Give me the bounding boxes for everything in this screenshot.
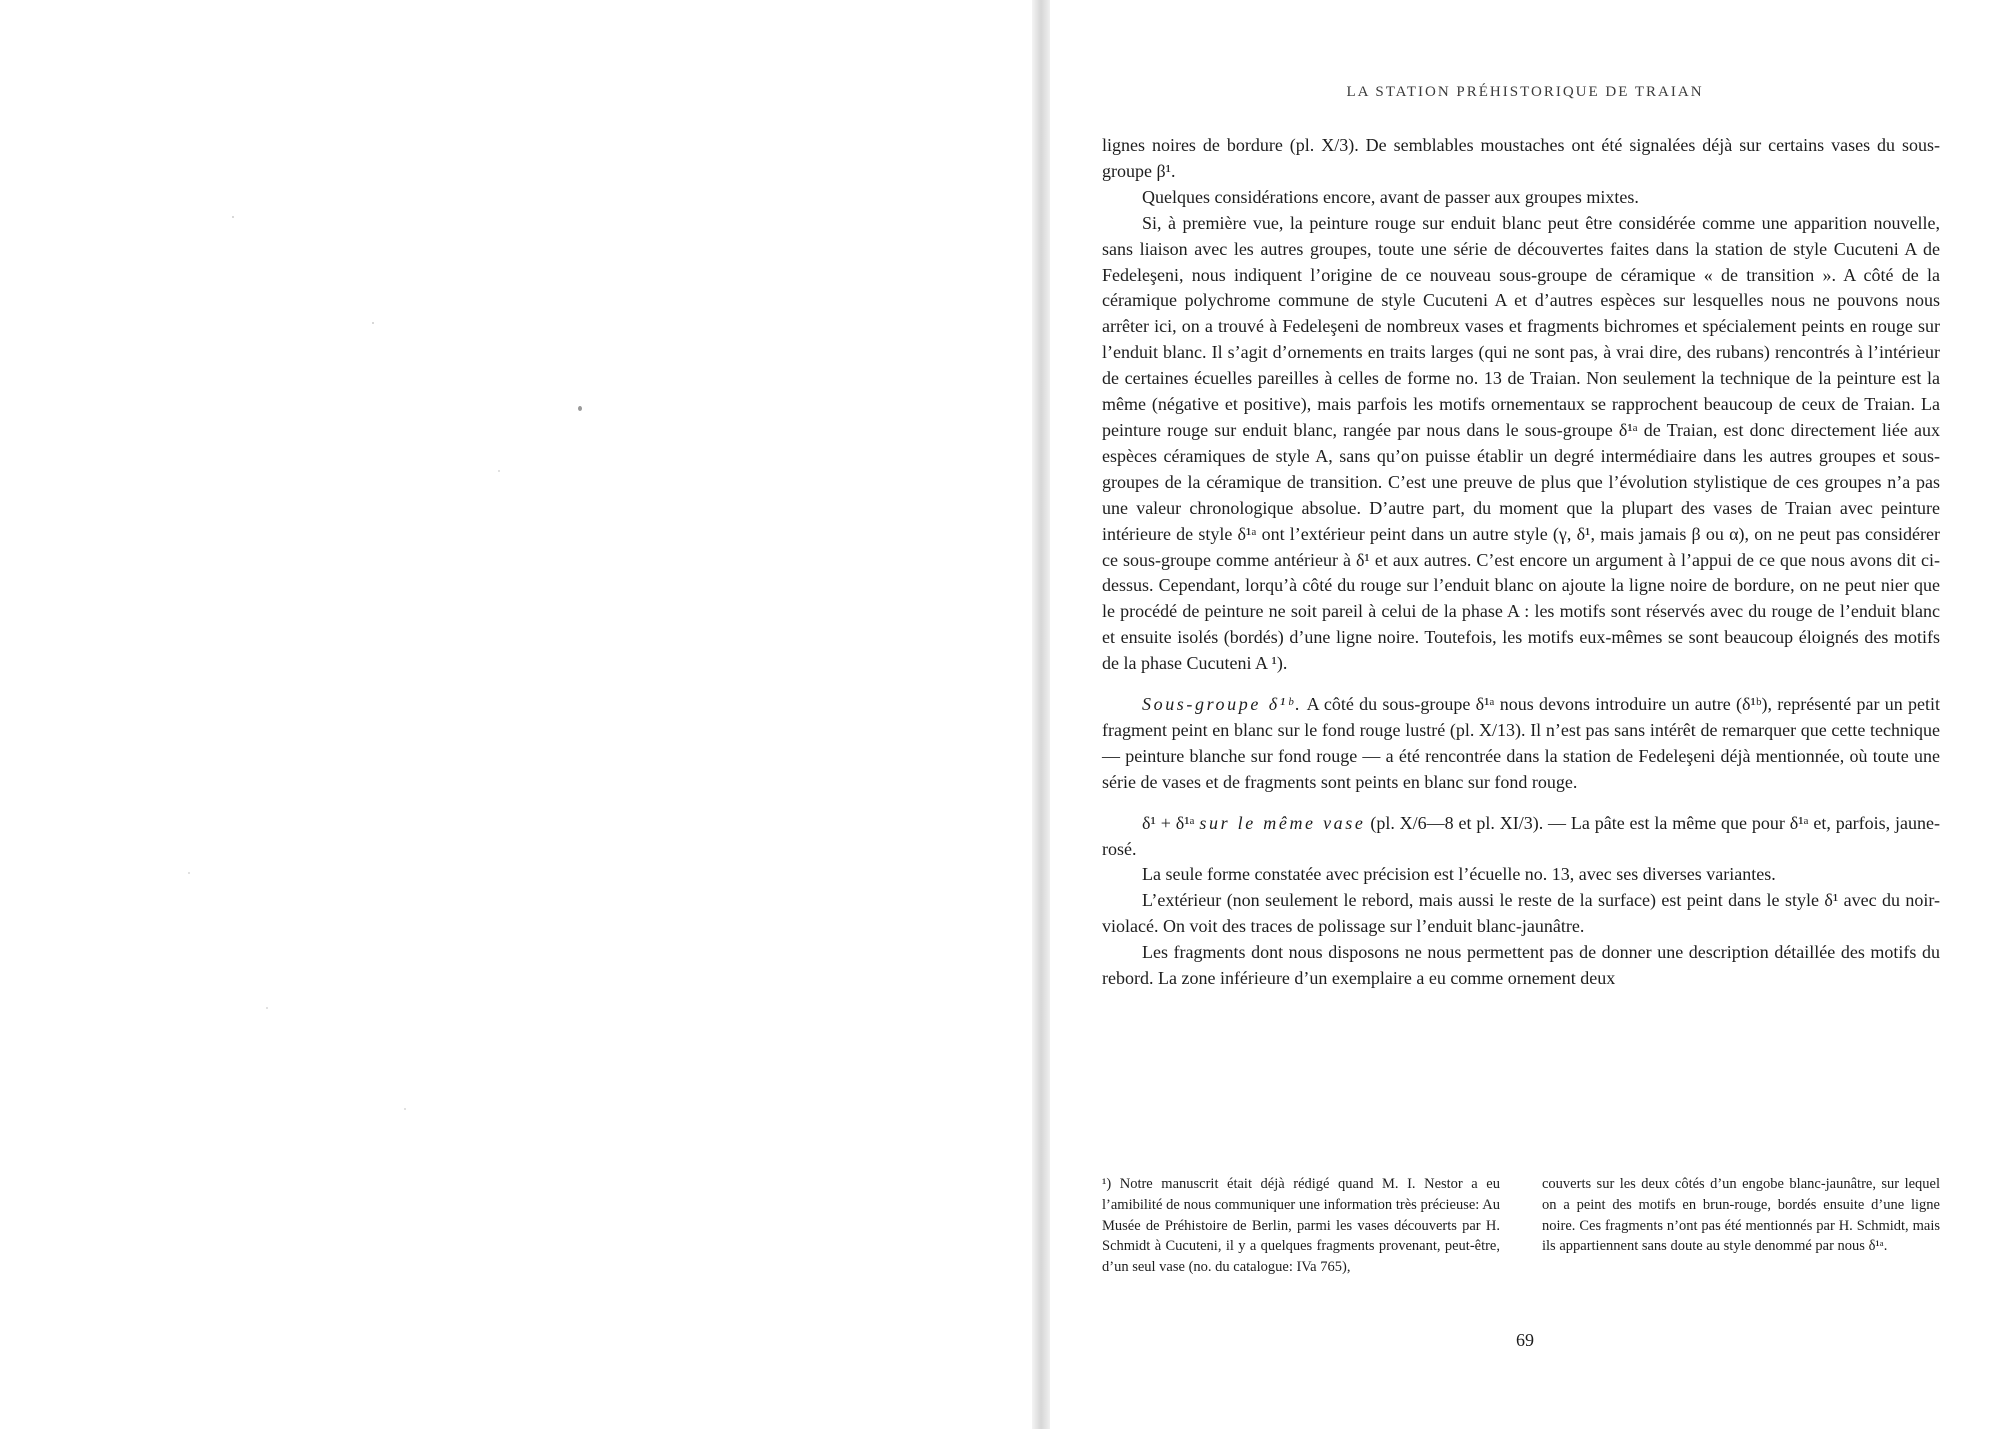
subsection-heading: Sous-groupe δ¹ᵇ.: [1142, 694, 1303, 715]
body-text: [1102, 133, 1940, 992]
book-page: [1050, 0, 2000, 1429]
paragraph-text: A côté du sous-groupe δ¹ᵃ nous devons introduire un autre (δ¹ᵇ), représenté par un petit fragment peint en blanc sur le fond rouge lustré (pl. X/13). Il n’est pas sans intérêt de remarquer que cette technique — peinture blanche sur fond rouge — a été rencontrée dans la station de Fedeleşeni déjà mentionnée, où toute une série de vases et de fragments sont peints en blanc sur fond rouge.: [1102, 694, 1940, 792]
book-gutter: [1032, 0, 1050, 1429]
body-paragraph: L’extérieur (non seulement le rebord, mais aussi le reste de la surface) est peint dans le style δ¹ avec du noir-violacé. On voit des traces de polissage sur l’enduit blanc-jaunâtre.: [1102, 890, 1940, 937]
page-speck: [188, 872, 190, 874]
footnote-column-1: ¹) Notre manuscrit était déjà rédigé quand M. I. Nestor a eu l’amibilité de nous communiquer une information très précieuse: Au Musée de Préhistoire de Berlin, parmi les vases découverts par H. Schmidt à Cucuteni, il y a quelques fragments provenant, peut-être, d’un seul vase (no. du catalogue: IVa 765),: [1102, 1176, 1500, 1276]
body-paragraph: Les fragments dont nous disposons ne nous permettent pas de donner une description détaillée des motifs du rebord. La zone inférieure d’un exemplaire a eu comme ornement deux: [1102, 942, 1940, 989]
body-paragraph: Si, à première vue, la peinture rouge sur enduit blanc peut être considérée comme une apparition nouvelle, sans liaison avec les autres groupes, toute une série de découvertes faites dans la station de style Cucuteni A de Fedeleşeni, nous indiquent l’origine de ce nouveau sous-groupe de céramique « de transition ». A côté de la céramique polychrome commune de style Cucuteni A et d’autres espèces sur lesquelles nous ne pouvons nous arrêter ici, on a trouvé à Fedeleşeni de nombreux vases et fragments bichromes et spécialement peints en rouge sur l’enduit blanc. Il s’agit d’ornements en traits larges (qui ne sont pas, à vrai dire, des rubans) rencontrés à l’intérieur de certaines écuelles pareilles à celles de forme no. 13 de Traian. Non seulement la technique de la peinture est la même (négative et positive), mais parfois les motifs ornementaux se rapprochent beaucoup de ceux de Traian. La peinture rouge sur enduit blanc, rangée par nous dans le sous-groupe δ¹ᵃ de Traian, est donc directement liée aux espèces céramiques de style A, sans qu’on puisse établir un degré intermédiaire dans les autres groupes et sous-groupes de la céramique de transition. C’est une preuve de plus que l’évolution stylistique de ces groupes n’a pas une valeur chronologique absolue. D’autre part, du moment que la plupart des vases de Traian avec peinture intérieure de style δ¹ᵃ ont l’extérieur peint dans un autre style (γ, δ¹, mais jamais β ou α), on ne peut pas considérer ce sous-groupe comme antérieur à δ¹ et aux autres. C’est encore un argument à l’appui de ce que nous avons dit ci-dessus. Cependant, lorqu’à côté du rouge sur l’enduit blanc on ajoute la ligne noire de bordure, on ne peut nier que le procédé de peinture ne soit pareil à celui de la phase A : les motifs sont réservés avec du rouge de l’enduit blanc et ensuite isolés (bordés) d’une ligne noire. Toutefois, les motifs eux-mêmes se sont beaucoup éloignés des motifs de la phase Cucuteni A ¹).: [1102, 212, 1940, 674]
footnotes: [1102, 1174, 1940, 1278]
subsection-symbol: δ¹ + δ¹ᵃ: [1142, 812, 1200, 833]
body-paragraph: lignes noires de bordure (pl. X/3). De semblables moustaches ont été signalées déjà sur certains vases du sous-groupe β¹.: [1102, 135, 1940, 181]
body-paragraph: [1102, 811, 1940, 863]
page-speck: [578, 406, 582, 411]
body-paragraph: La seule forme constatée avec précision est l’écuelle no. 13, avec ses diverses variantes.: [1142, 864, 1776, 885]
body-paragraph: [1102, 692, 1940, 796]
page-speck: [266, 1007, 268, 1009]
page-speck: [404, 1108, 406, 1110]
page-speck: [372, 322, 374, 324]
page-speck: [232, 216, 234, 218]
page-speck: [498, 470, 500, 472]
page-number: 69: [1516, 1330, 1534, 1350]
body-paragraph: Quelques considérations encore, avant de passer aux groupes mixtes.: [1142, 186, 1639, 207]
paragraph-text: (pl. X/6—8 et pl. XI/3). — La pâte est la même que pour δ¹ᵃ et, parfois, jaune-rosé.: [1102, 812, 1940, 859]
footnote-column-2: couverts sur les deux côtés d’un engobe blanc-jaunâtre, sur lequel on a peint des motifs en brun-rouge, bordés ensuite d’une ligne noire. Ces fragments n’ont pas été mentionnés par H. Schmidt, mais ils appartiennent sans doute au style denommé par nous δ¹ᵃ.: [1542, 1176, 1940, 1255]
subsection-heading: sur le même vase: [1199, 812, 1366, 833]
running-head: LA STATION PRÉHISTORIQUE DE TRAIAN: [1346, 84, 1704, 100]
